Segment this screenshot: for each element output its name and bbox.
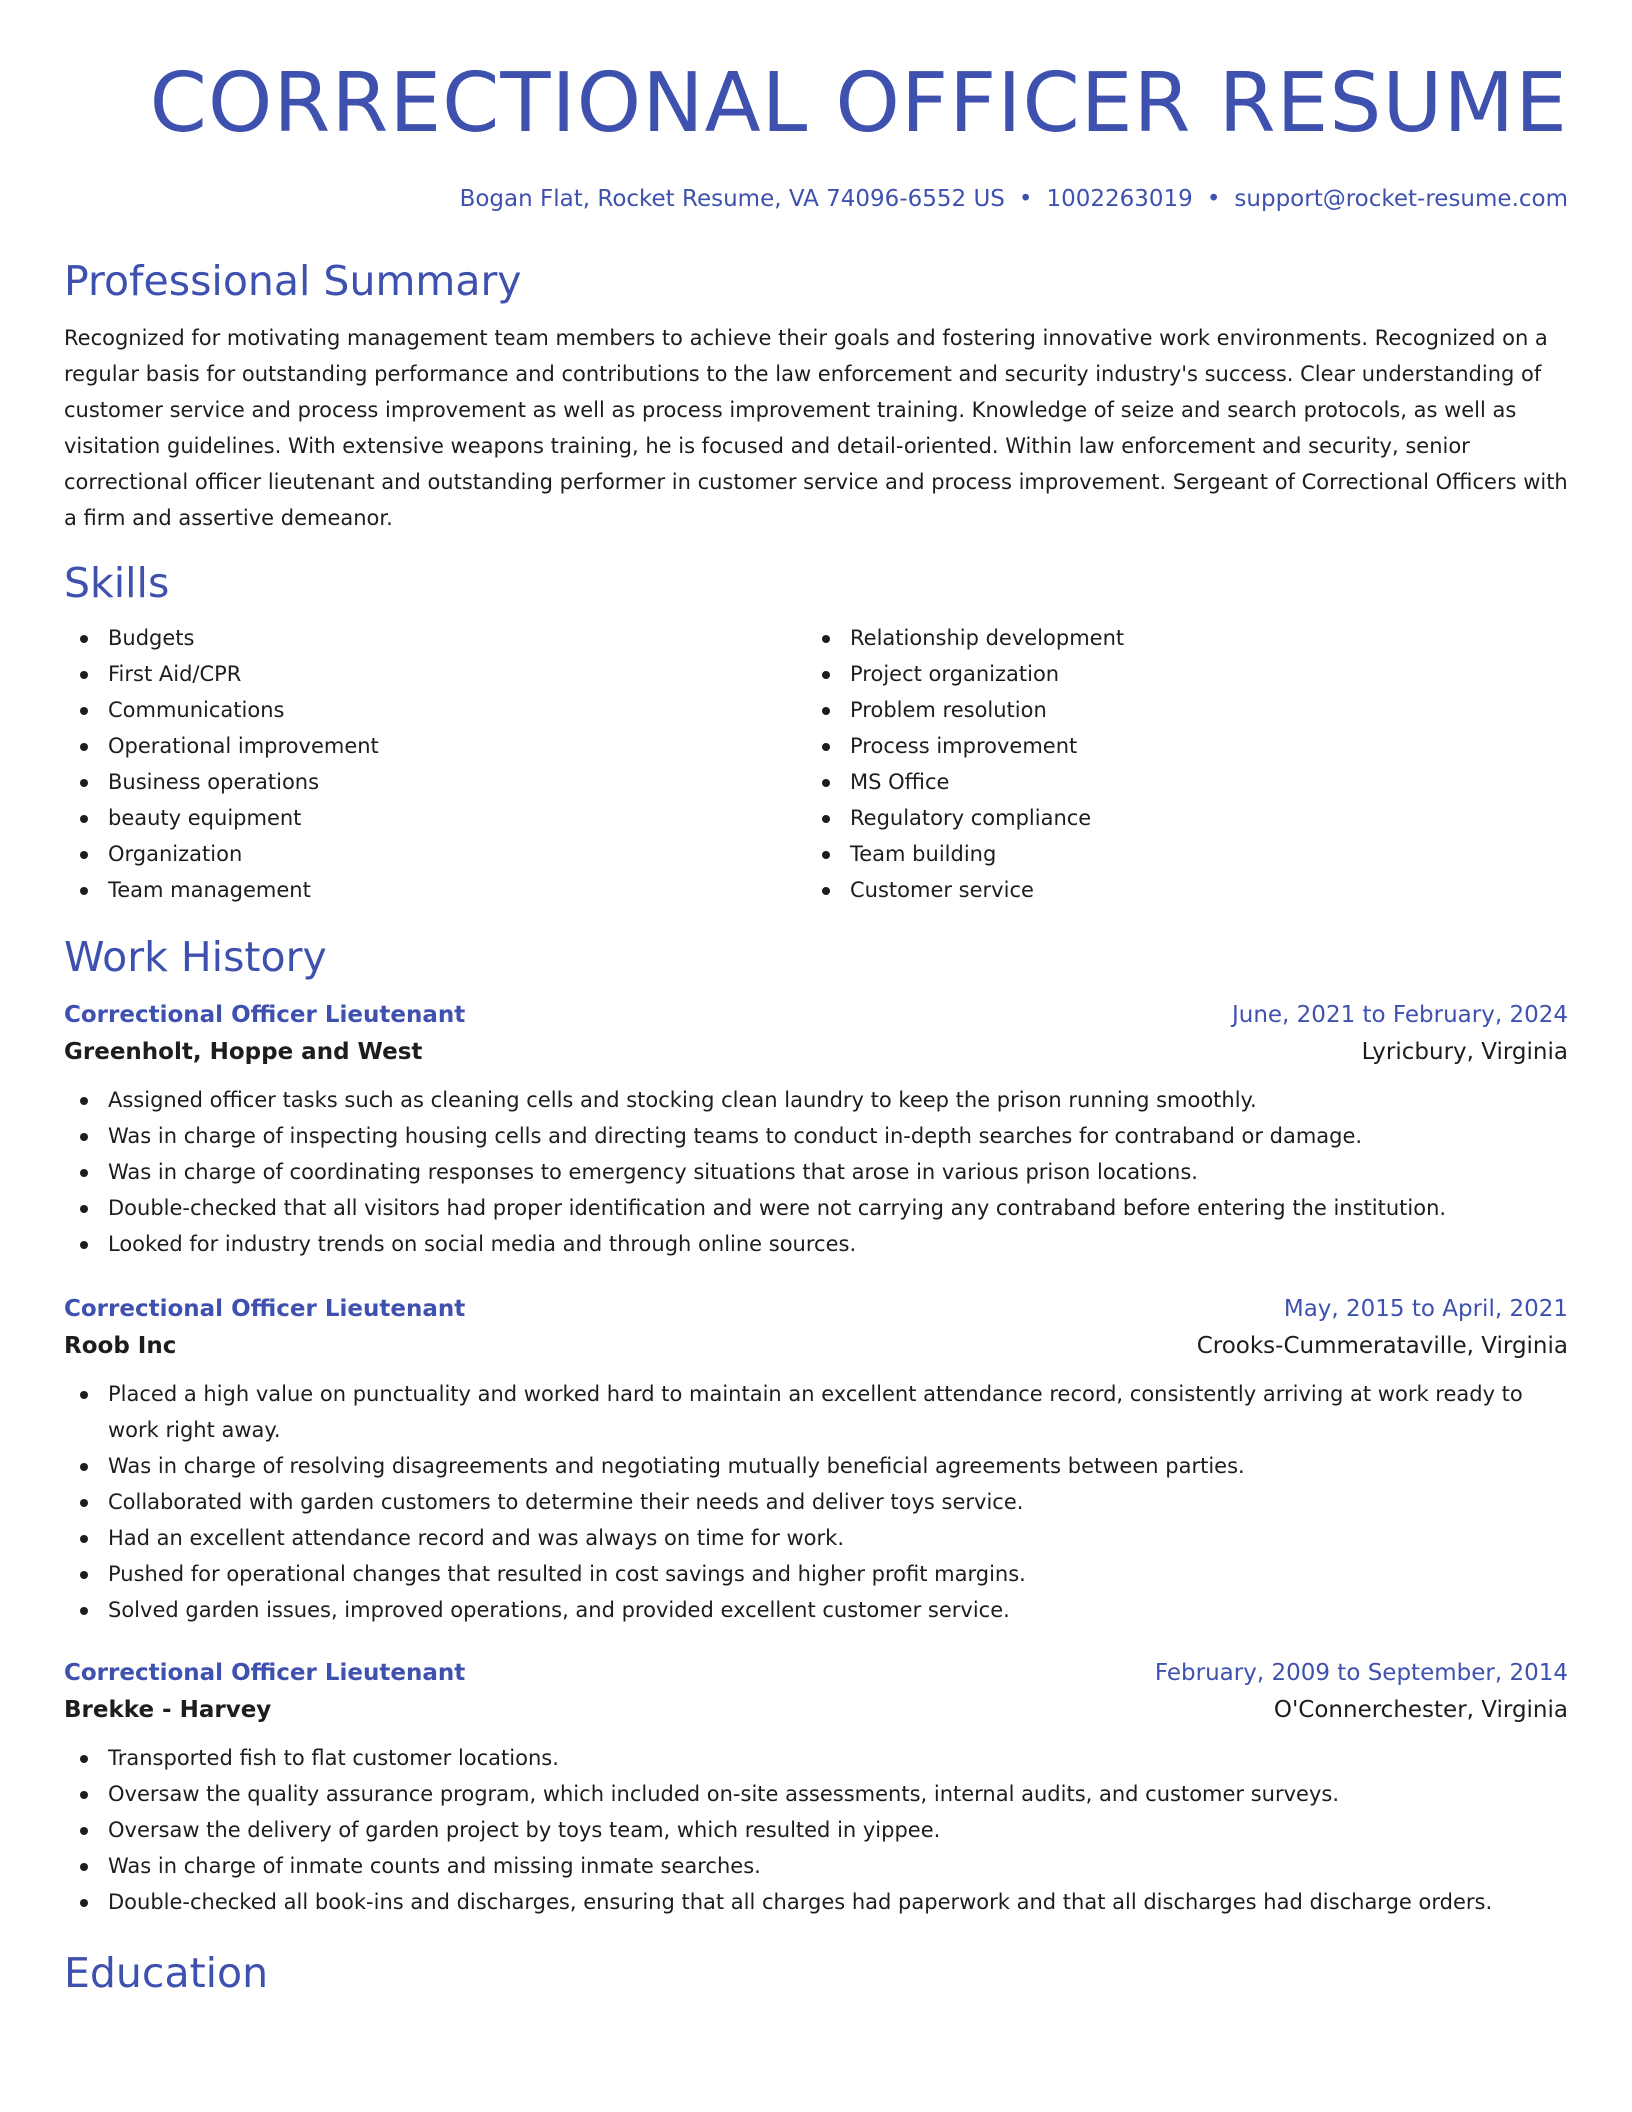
job-dates: June, 2021 to February, 2024: [1231, 1002, 1568, 1028]
skill-item: Business operations: [64, 764, 806, 800]
contact-separator: •: [1018, 186, 1033, 212]
resume-page: [64, 0, 1568, 1998]
contact-phone: 1002263019: [1046, 186, 1193, 212]
job-bullets: [64, 1376, 1568, 1628]
job-bullet: Collaborated with garden customers to determine their needs and deliver toys service.: [64, 1484, 1568, 1520]
job-location: O'Connerchester, Virginia: [1273, 1697, 1568, 1723]
job-bullet: Was in charge of inspecting housing cells and directing teams to conduct in-depth searches for contraband or damage.: [64, 1118, 1568, 1154]
job-header-row: [64, 1656, 1568, 1690]
job-bullet: Oversaw the delivery of garden project by toys team, which resulted in yippee.: [64, 1812, 1568, 1848]
contact-separator: •: [1206, 186, 1221, 212]
skill-item: Team building: [806, 836, 1548, 872]
job-bullet: Was in charge of resolving disagreements and negotiating mutually beneficial agreements between parties.: [64, 1448, 1568, 1484]
skill-item: Relationship development: [806, 620, 1548, 656]
job-bullet: Pushed for operational changes that resulted in cost savings and higher profit margins.: [64, 1556, 1568, 1592]
skill-item: Operational improvement: [64, 728, 806, 764]
job-company-row: [64, 1032, 1568, 1072]
skill-item: Project organization: [806, 656, 1548, 692]
skills-column-left: [64, 620, 806, 908]
job-entry: [64, 1656, 1568, 1920]
skill-item: Team management: [64, 872, 806, 908]
job-entry: [64, 1292, 1568, 1628]
job-location: Crooks-Cummerataville, Virginia: [1196, 1333, 1568, 1359]
job-bullet: Oversaw the quality assurance program, which included on-site assessments, internal audits, and customer surveys.: [64, 1776, 1568, 1812]
job-dates: February, 2009 to September, 2014: [1154, 1660, 1568, 1686]
skill-item: First Aid/CPR: [64, 656, 806, 692]
skill-item: beauty equipment: [64, 800, 806, 836]
job-dates: May, 2015 to April, 2021: [1283, 1296, 1568, 1322]
job-location: Lyricbury, Virginia: [1361, 1039, 1568, 1065]
skill-item: Organization: [64, 836, 806, 872]
resume-title: CORRECTIONAL OFFICER RESUME: [149, 56, 1568, 151]
work-history-heading: Work History: [64, 933, 327, 981]
job-bullet: Was in charge of coordinating responses to emergency situations that arose in various prison locations.: [64, 1154, 1568, 1190]
skill-item: Regulatory compliance: [806, 800, 1548, 836]
skill-item: Budgets: [64, 620, 806, 656]
skill-item: MS Office: [806, 764, 1548, 800]
job-bullet: Double-checked that all visitors had proper identification and were not carrying any contraband before entering the institution.: [64, 1190, 1568, 1226]
job-title: Correctional Officer Lieutenant: [64, 1296, 466, 1322]
job-bullet: Assigned officer tasks such as cleaning cells and stocking clean laundry to keep the prison running smoothly.: [64, 1082, 1568, 1118]
job-header-row: [64, 1292, 1568, 1326]
job-bullet: Solved garden issues, improved operations, and provided excellent customer service.: [64, 1592, 1568, 1628]
contact-line: [64, 184, 1568, 214]
job-bullets: [64, 1740, 1568, 1920]
job-bullet: Placed a high value on punctuality and worked hard to maintain an excellent attendance record, consistently arriving at work ready to work right away.: [64, 1376, 1568, 1448]
job-bullet: Was in charge of inmate counts and missing inmate searches.: [64, 1848, 1568, 1884]
job-title: Correctional Officer Lieutenant: [64, 1002, 466, 1028]
job-bullet: Had an excellent attendance record and was always on time for work.: [64, 1520, 1568, 1556]
job-company: Roob Inc: [64, 1333, 177, 1359]
skill-item: Problem resolution: [806, 692, 1548, 728]
job-company-row: [64, 1326, 1568, 1366]
summary-heading: Professional Summary: [64, 257, 522, 305]
job-company: Brekke - Harvey: [64, 1697, 272, 1723]
job-bullet: Looked for industry trends on social media and through online sources.: [64, 1226, 1568, 1262]
contact-email: support@rocket-resume.com: [1234, 186, 1568, 212]
job-bullets: [64, 1082, 1568, 1262]
skills-column-right: [806, 620, 1548, 908]
job-company-row: [64, 1690, 1568, 1730]
skills-list: [64, 620, 1568, 908]
education-heading: Education: [64, 1949, 269, 1997]
skills-heading: Skills: [64, 559, 170, 607]
skill-item: Customer service: [806, 872, 1548, 908]
job-entry: [64, 998, 1568, 1262]
skill-item: Process improvement: [806, 728, 1548, 764]
contact-address: Bogan Flat, Rocket Resume, VA 74096-6552 US: [459, 186, 1005, 212]
summary-text: Recognized for motivating management team members to achieve their goals and fostering innovative work environments. Recognized on a regular basis for outstanding performance and contributions to the law enforcement and security industry's success. Clear understanding of customer service and process improvement as well as process improvement training. Knowledge of seize and search protocols, as well as visitation guidelines. With extensive weapons training, he is focused and detail-oriented. Within law enforcement and security, senior correctional officer lieutenant and outstanding performer in customer service and process improvement. Sergeant of Correctional Officers with a firm and assertive demeanor.: [64, 326, 1568, 530]
skill-item: Communications: [64, 692, 806, 728]
job-company: Greenholt, Hoppe and West: [64, 1039, 423, 1065]
job-title: Correctional Officer Lieutenant: [64, 1660, 466, 1686]
job-bullet: Transported fish to flat customer locations.: [64, 1740, 1568, 1776]
job-header-row: [64, 998, 1568, 1032]
job-bullet: Double-checked all book-ins and discharges, ensuring that all charges had paperwork and that all discharges had discharge orders.: [64, 1884, 1568, 1920]
